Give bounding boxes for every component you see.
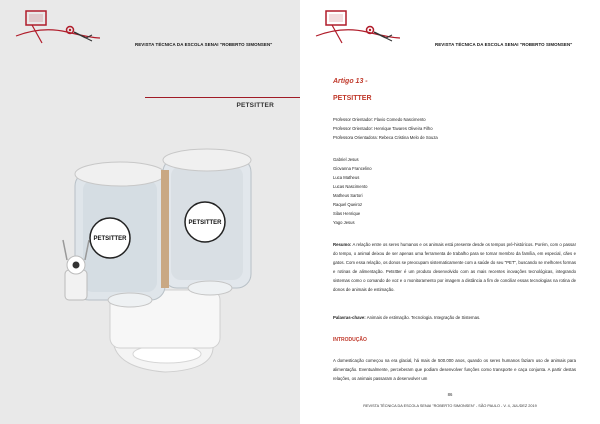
keywords-label: Palavras-chave: (333, 315, 366, 320)
professor-2: Professor Orientador: Henrique Tavares Oliveira Filho (333, 126, 433, 131)
left-section-title: PETSITTER (236, 102, 274, 109)
abstract-label: Resumo: (333, 242, 352, 247)
student-name: Lucas Nascimento (333, 184, 368, 189)
abstract: Resumo: A relação entre os seres humanos e os animais está presente desde os tempos pré-históricos. Porém, com o passar do tempo, o animal deixou de ser apenas uma ferramenta de trabalho para se tornar membro da família, em especial, cães e gatos. Com essa relação, os donos se preocupam sistematicamente com a saúde do seu "PET", buscando se melhores formas e rotinas de alimentação. PetsItter é um produto desenvolvido com as mais recentes inovações tecnológicas, integrando sistemas como o comando de voz e o monitoramento por imagem a distância a fim de conciliar essas tecnologias na rotina de donos de animais de estimação. (333, 242, 576, 292)
student-name: Gabriel Jesus (333, 157, 359, 162)
footer: REVISTA TÉCNICA DA ESCOLA SENAI "ROBERTO SIMONSEN" - SÃO PAULO - V. 4, JUL/DEZ 2019 (363, 404, 537, 408)
article-title: PETSITTER (333, 95, 372, 102)
senai-logo-icon (12, 8, 102, 48)
product-label-right: PETSITTER (188, 220, 222, 226)
article-label: Artigo 13 - (333, 78, 368, 85)
pet-feeder-image (55, 140, 255, 385)
student-name: Yago Jesus (333, 220, 355, 225)
professor-3: Professora Orientadora: Rebeca Cristina Melo de Souza (333, 135, 438, 140)
page-number: 86 (447, 392, 453, 397)
intro-paragraph: A domesticação começou na era glacial, há mais de 500.000 anos, quando os seres humanos faziam uso de animais para alimentação. Eventualmente, perceberam que podiam desenvolver funções como transporte e caça conjunta. A partir destas relações, os animais passaram a desenvolver um (333, 358, 576, 381)
intro-title: INTRODUÇÃO (333, 337, 367, 343)
student-name: Luca Matheus (333, 175, 360, 180)
product-label-left: PETSITTER (93, 236, 127, 242)
keywords: Palavras-chave: Animais de estimação. Tecnologia. Integração de Sistemas. (333, 315, 481, 320)
title-rule (145, 97, 300, 98)
professor-1: Professor Orientador: Flavio Comedo Nascimento (333, 117, 426, 122)
student-name: Silas Henrique (333, 211, 361, 216)
student-name: Giovanna Francelino (333, 166, 372, 171)
senai-logo-icon (312, 8, 402, 48)
student-name: Matheus Sartori (333, 193, 363, 198)
journal-header: REVISTA TÉCNICA DA ESCOLA SENAI "ROBERTO SIMONSEN" (135, 42, 273, 47)
student-name: Raquel Queiroz (333, 202, 363, 207)
right-page (300, 0, 600, 424)
journal-header: REVISTA TÉCNICA DA ESCOLA SENAI "ROBERTO SIMONSEN" (435, 42, 573, 47)
